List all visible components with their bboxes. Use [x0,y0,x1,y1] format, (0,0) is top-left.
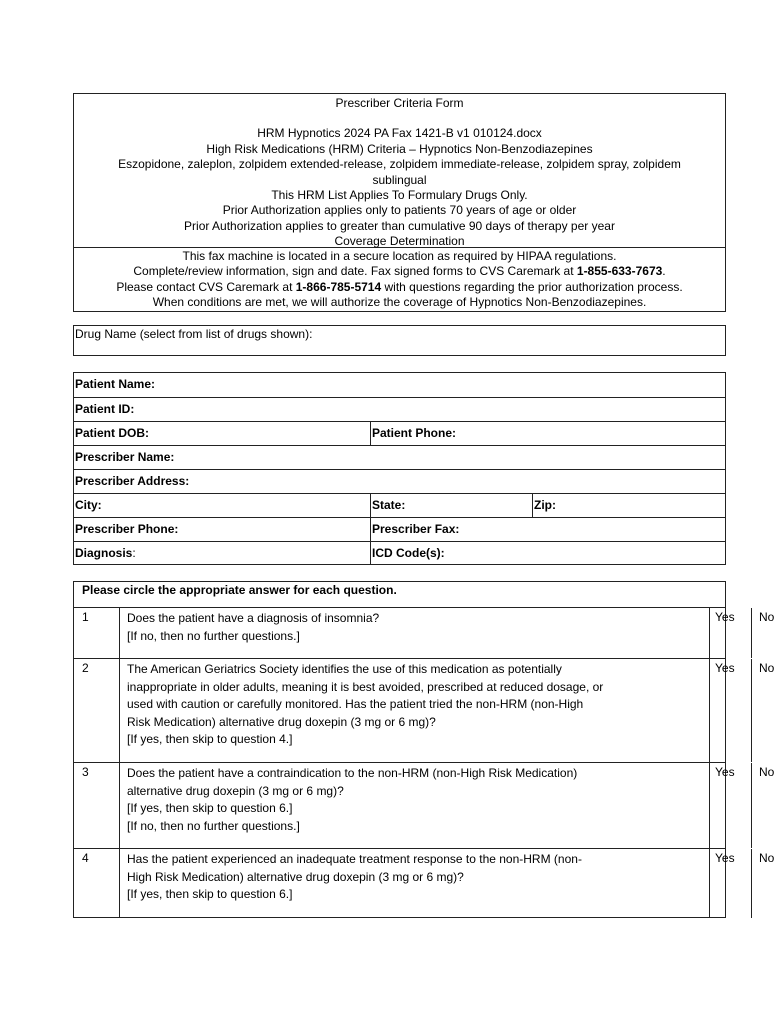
question-text-line: [If no, then no further questions.] [127,818,300,833]
question-number: 2 [74,659,120,762]
drug-list-line-2: sublingual [372,172,427,187]
patient-dob-label: Patient DOB: [75,426,150,440]
question-text-line: alternative drug doxepin (3 mg or 6 mg)? [127,783,344,798]
questions-instruction: Please circle the appropriate answer for each question. [74,582,725,608]
diagnosis-field[interactable]: Diagnosis: [75,546,136,560]
row-prescriber-phone-fax [74,517,725,541]
answer-no[interactable]: No [759,610,774,624]
icd-codes-field[interactable] [370,542,725,565]
question-text-line: The American Geriatrics Society identifies the use of this medication as potentially [127,662,562,676]
contact-number: 1-866-785-5714 [295,279,382,294]
contact-instruction: Please contact CVS Caremark at 1-866-785-5714 with questions regarding the prior authorization process. [116,279,683,294]
question-text [120,608,710,658]
question-row [74,608,774,659]
city-field[interactable] [74,494,370,517]
prescriber-phone-label: Prescriber Phone: [75,522,179,536]
fax-number: 1-855-633-7673 [576,264,663,279]
question-text-line: High Risk Medication) alternative drug doxepin (3 mg or 6 mg)? [127,869,464,884]
zip-label: Zip: [534,498,556,512]
answer-no[interactable]: No [759,851,774,865]
question-text-line: Does the patient have a diagnosis of insomnia? [127,611,380,625]
prescriber-address-field[interactable] [74,470,725,493]
hipaa-note: This fax machine is located in a secure location as required by HIPAA regulations. [182,249,617,263]
row-city-state-zip [74,493,725,517]
row-diagnosis-icd [74,541,725,565]
question-text-line: inappropriate in older adults, meaning it is best avoided, prescribed at reduced dosage, or [127,679,604,694]
prescriber-phone-field[interactable] [74,518,370,541]
form-header [73,93,726,312]
question-row [74,763,774,849]
question-text [120,659,710,762]
question-text [120,849,710,918]
state-field[interactable] [370,494,532,517]
state-label: State: [372,498,406,512]
answer-yes[interactable]: Yes [710,849,752,918]
row-patient-name [74,373,725,397]
city-label: City: [75,498,102,512]
answer-yes[interactable]: Yes [710,659,752,762]
question-number: 1 [74,608,120,658]
patient-name-label: Patient Name: [75,377,156,391]
question-text-line: Risk Medication) alternative drug doxepin (3 mg or 6 mg)? [127,714,436,729]
patient-phone-label: Patient Phone: [372,426,457,440]
prescriber-name-field[interactable] [74,446,725,469]
icd-codes-label: ICD Code(s): [372,546,445,560]
prescriber-fax-label: Prescriber Fax: [372,522,460,536]
patient-info-table [73,372,726,565]
patient-id-label: Patient ID: [75,402,135,416]
diagnosis-label: Diagnosis [75,546,133,560]
question-number: 3 [74,763,120,848]
question-row [74,849,774,918]
answer-yes[interactable]: Yes [710,763,752,848]
prescriber-name-label: Prescriber Name: [75,450,175,464]
question-text-line: [If yes, then skip to question 4.] [127,732,293,746]
patient-id-field[interactable] [74,398,725,421]
age-note: Prior Authorization applies only to patients 70 years of age or older [222,203,577,218]
row-patient-id [74,397,725,421]
drug-list-line-1: Eszopidone, zaleplon, zolpidem extended-release, zolpidem immediate-release, zolpidem spray, zolpidem [118,157,681,172]
formulary-note: This HRM List Applies To Formulary Drugs Only. [271,188,528,203]
fax-instructions [74,247,725,311]
drug-name-label: Drug Name (select from list of drugs shown): [75,327,313,341]
patient-phone-field[interactable] [370,422,725,445]
question-text-line: [If no, then no further questions.] [127,628,300,643]
form-title: Prescriber Criteria Form [335,96,464,110]
answer-no[interactable]: No [759,765,774,779]
question-text-line: [If yes, then skip to question 6.] [127,887,293,901]
document-name: HRM Hypnotics 2024 PA Fax 1421-B v1 010124.docx [257,126,542,141]
questions-table [73,581,774,918]
question-text-line: used with caution or carefully monitored. Has the patient tried the non-HRM (non-High [127,697,584,711]
conditions-note: When conditions are met, we will authorize the coverage of Hypnotics Non-Benzodiazepines. [152,295,647,310]
zip-field[interactable] [532,494,725,517]
question-text-line: [If yes, then skip to question 6.] [127,801,293,815]
criteria-title: High Risk Medications (HRM) Criteria – Hypnotics Non-Benzodiazepines [206,141,593,156]
question-number: 4 [74,849,120,918]
days-note: Prior Authorization applies to greater than cumulative 90 days of therapy per year [184,218,615,233]
fax-instruction: Complete/review information, sign and date. Fax signed forms to CVS Caremark at 1-855-633-7673. [133,264,666,279]
row-prescriber-name [74,445,725,469]
coverage-determination: Coverage Determination [334,234,465,249]
question-row [74,659,774,763]
header-info [74,94,725,247]
answer-no[interactable]: No [759,661,774,675]
prescriber-fax-field[interactable] [370,518,725,541]
question-text [120,763,710,848]
drug-name-field[interactable] [73,325,726,356]
row-patient-dob [74,421,725,445]
answer-yes[interactable]: Yes [710,608,752,658]
row-prescriber-address [74,469,725,493]
prescriber-address-label: Prescriber Address: [75,474,190,488]
question-text-line: Has the patient experienced an inadequate treatment response to the non-HRM (non- [127,852,582,866]
patient-dob-field[interactable] [74,422,370,445]
question-text-line: Does the patient have a contraindication to the non-HRM (non-High Risk Medication) [127,766,578,780]
patient-name-field[interactable] [74,373,725,397]
